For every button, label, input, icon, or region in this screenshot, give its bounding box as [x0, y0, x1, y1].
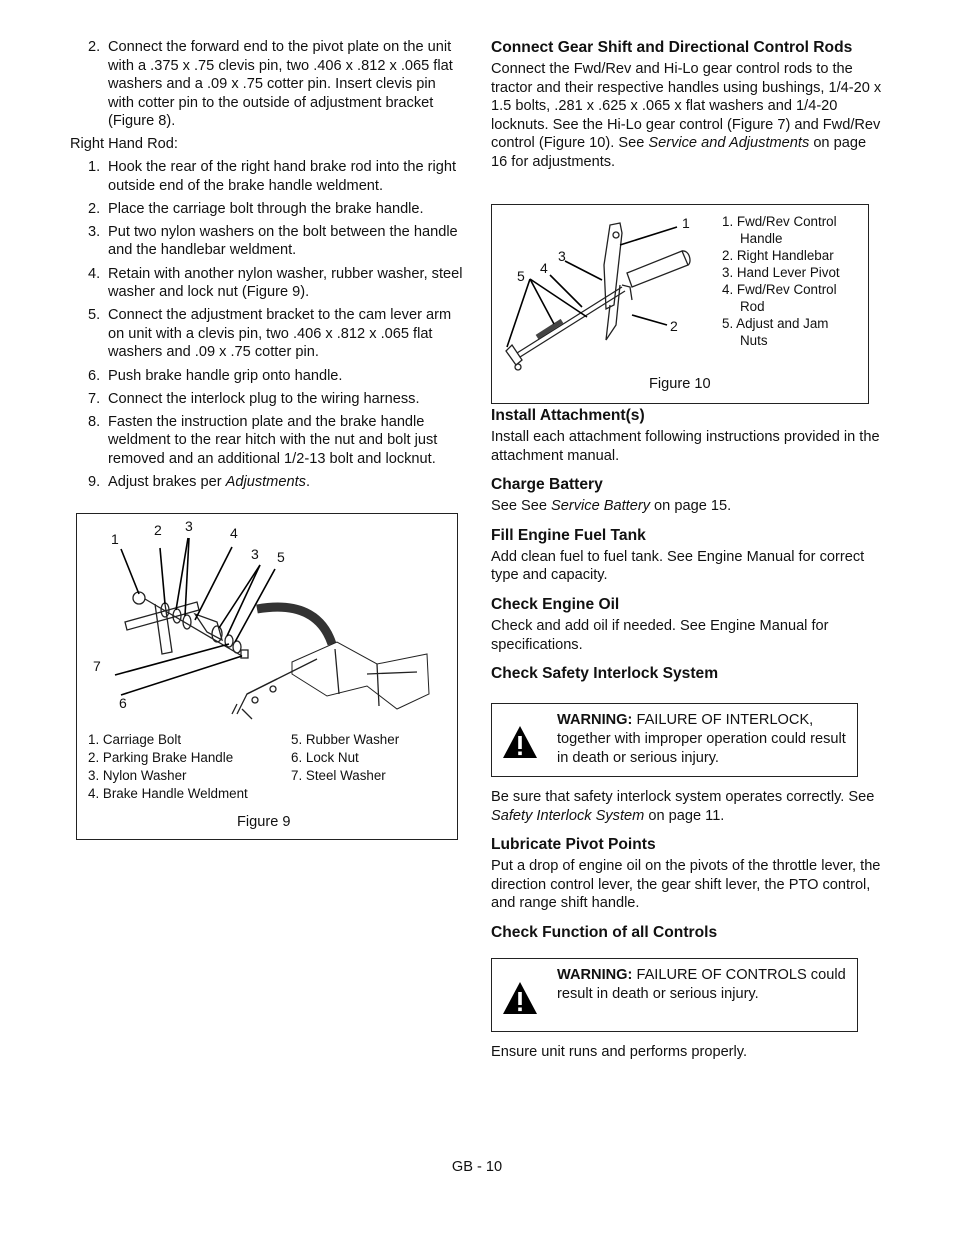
- list-item: [70, 200, 465, 219]
- step-text: Retain with another nylon washer, rubber washer, steel washer and lock nut (Figure 9).: [108, 265, 463, 301]
- interlock-warning-box: [491, 703, 858, 777]
- adjustments-reference: Adjustments: [225, 473, 306, 490]
- callout-2: 2: [670, 318, 678, 334]
- legend-item: 2. Right Handlebar: [722, 248, 834, 263]
- figure-9-legend-right: [291, 731, 451, 785]
- legend-item: 1. Fwd/Rev Control: [722, 214, 837, 229]
- step-number: 8.: [88, 413, 101, 430]
- callout-6: 6: [119, 695, 127, 711]
- legend-item: 6. Lock Nut: [291, 750, 359, 765]
- callout-3: 3: [558, 248, 566, 264]
- warning-message: FAILURE OF INTERLOCK, together with improper operation could result in death or serious injury.: [557, 712, 846, 766]
- left-column: [70, 38, 465, 496]
- step-number: 1.: [88, 159, 101, 176]
- step-number: 2.: [88, 200, 101, 217]
- step-number: 4.: [88, 265, 101, 282]
- figure-9-caption: Figure 9: [237, 814, 291, 830]
- step-number: 6.: [88, 367, 101, 384]
- list-item: [70, 306, 465, 362]
- service-battery-reference: Service Battery: [551, 498, 650, 515]
- figure-9-illustration: [77, 514, 457, 734]
- callout-1: 1: [682, 215, 690, 231]
- legend-item: Nuts: [740, 333, 768, 348]
- warning-triangle-icon: [502, 981, 538, 1015]
- step-number: 5.: [88, 307, 101, 324]
- figure-10-caption: Figure 10: [649, 376, 711, 392]
- legend-item: Handle: [740, 231, 783, 246]
- controls-warning-box: [491, 958, 858, 1032]
- list-item: [70, 367, 465, 386]
- figure-10-box: [491, 204, 869, 404]
- step-text: Connect the adjustment bracket to the cam lever arm on unit with a clevis pin, two .406 x .812 x .065 flat washers and .09 x .75 cotter pin.: [108, 307, 452, 361]
- legend-item: 4. Brake Handle Weldment: [88, 786, 248, 801]
- interlock-heading: Check Safety Interlock System: [491, 665, 719, 683]
- page-number: GB - 10: [451, 1159, 503, 1175]
- gear-shift-text: [491, 60, 886, 172]
- legend-item: Rod: [740, 299, 765, 314]
- step-text: Put two nylon washers on the bolt between the handle and the handlebar weldment.: [108, 223, 458, 259]
- gear-shift-text-1: Connect the Fwd/Rev and Hi-Lo gear control rods to the tractor and their respective handles using bushings, 1/4-20 x 1.5 bolts, .281 x .625 x .065 x flat washers and 1/4-20 locknuts. See the Hi-Lo gear control (Figure 7) and Fwd/Rev control (Figure 10). See: [491, 61, 882, 152]
- engine-oil-text: Check and add oil if needed. See Engine Manual for specifications.: [491, 617, 829, 653]
- callout-4: 4: [540, 260, 548, 276]
- interlock-text-pre: Be sure that safety interlock system operates correctly. See: [491, 789, 875, 805]
- left-steps-part1: [70, 38, 465, 131]
- left-step-2: [70, 38, 465, 131]
- figure-9-box: [76, 513, 458, 840]
- legend-item: 5. Adjust and Jam: [722, 316, 829, 331]
- list-item: [70, 473, 465, 492]
- legend-item: 3. Nylon Washer: [88, 768, 187, 783]
- step-text: Connect the interlock plug to the wiring harness.: [108, 390, 420, 407]
- figure-9-legend-left: [88, 731, 288, 803]
- interlock-warning-text: [557, 711, 847, 768]
- right-hand-rod-steps: [70, 158, 465, 492]
- callout-2: 2: [154, 522, 162, 538]
- interlock-text: [491, 788, 886, 825]
- callout-4: 4: [230, 525, 238, 541]
- safety-interlock-reference: Safety Interlock System: [491, 807, 645, 824]
- lubricate-heading: Lubricate Pivot Points: [491, 836, 656, 854]
- right-hand-rod-label: Right Hand Rod:: [70, 136, 178, 153]
- list-item: [70, 158, 465, 195]
- step-text-pre: Adjust brakes per: [108, 473, 226, 490]
- warning-label: WARNING:: [557, 712, 633, 728]
- controls-warning-text: [557, 966, 847, 1004]
- step-text: Connect the forward end to the pivot plate on the unit with a .375 x .75 clevis pin, two .406 x .812 x .065 flat washers and a .09 x .75 cotter pin. Insert clevis pin with cotter pin to the outside of adjustment bracket (Figure 8).: [108, 39, 453, 130]
- step-text-post: .: [305, 473, 310, 490]
- step-number: 3.: [88, 223, 101, 240]
- figure-10-illustration: [492, 205, 712, 403]
- callout-5: 5: [517, 268, 525, 284]
- list-item: [70, 413, 465, 469]
- legend-item: 5. Rubber Washer: [291, 732, 400, 747]
- lubricate-text: Put a drop of engine oil on the pivots of the throttle lever, the direction control lever, the gear shift lever, the PTO control, and range shift handle.: [491, 858, 881, 912]
- warning-message: FAILURE OF CONTROLS could result in death or serious injury.: [557, 967, 846, 1002]
- service-adjustments-reference: Service and Adjustments: [648, 135, 810, 152]
- step-text: Hook the rear of the right hand brake rod into the right outside end of the brake handle weldment.: [108, 159, 457, 194]
- figure-10-legend: [722, 213, 862, 349]
- step-text: Place the carriage bolt through the brake handle.: [108, 200, 424, 217]
- charge-battery-text: [491, 497, 886, 516]
- step-text: Fasten the instruction plate and the brake handle weldment to the rear hitch with the nut and bolt just removed and an additional 1/2-13 bolt and locknut.: [108, 413, 438, 467]
- callout-7: 7: [93, 658, 101, 674]
- interlock-text-post: on page 11.: [644, 807, 725, 824]
- legend-item: 2. Parking Brake Handle: [88, 750, 234, 765]
- step-number: 2.: [88, 39, 101, 55]
- engine-oil-heading: Check Engine Oil: [491, 595, 620, 613]
- install-attachments-text: Install each attachment following instructions provided in the attachment manual.: [491, 429, 880, 464]
- step-number: 7.: [88, 390, 101, 407]
- fuel-tank-text: Add clean fuel to fuel tank. See Engine Manual for correct type and capacity.: [491, 548, 865, 584]
- legend-item: 1. Carriage Bolt: [88, 732, 182, 747]
- warning-triangle-icon: [502, 725, 538, 759]
- legend-item: 7. Steel Washer: [291, 768, 386, 783]
- gear-shift-text-2: on page 16 for adjustments.: [491, 135, 867, 170]
- battery-text-pre: See See: [491, 498, 552, 515]
- list-item: [70, 390, 465, 409]
- controls-heading: Check Function of all Controls: [491, 923, 718, 941]
- list-item: [70, 223, 465, 260]
- right-column-lower-2: [491, 788, 886, 945]
- legend-item: 3. Hand Lever Pivot: [722, 265, 840, 280]
- callout-3a: 3: [185, 518, 193, 534]
- step-text: [108, 474, 310, 490]
- battery-text-post: on page 15.: [650, 498, 732, 515]
- callout-1: 1: [111, 531, 119, 547]
- warning-label: WARNING:: [557, 967, 633, 983]
- charge-battery-heading: Charge Battery: [491, 476, 603, 494]
- controls-text: Ensure unit runs and performs properly.: [491, 1044, 748, 1060]
- install-attachments-heading: Install Attachment(s): [491, 407, 645, 424]
- gear-shift-heading: Connect Gear Shift and Directional Control Rods: [491, 39, 853, 56]
- step-text: Push brake handle grip onto handle.: [108, 367, 343, 384]
- right-column: [491, 38, 886, 182]
- step-number: 9.: [88, 473, 101, 490]
- fuel-tank-heading: Fill Engine Fuel Tank: [491, 526, 646, 544]
- callout-3b: 3: [251, 546, 259, 562]
- list-item: [70, 265, 465, 302]
- right-column-lower: [491, 406, 886, 686]
- callout-5: 5: [277, 549, 285, 565]
- legend-item: 4. Fwd/Rev Control: [722, 282, 837, 297]
